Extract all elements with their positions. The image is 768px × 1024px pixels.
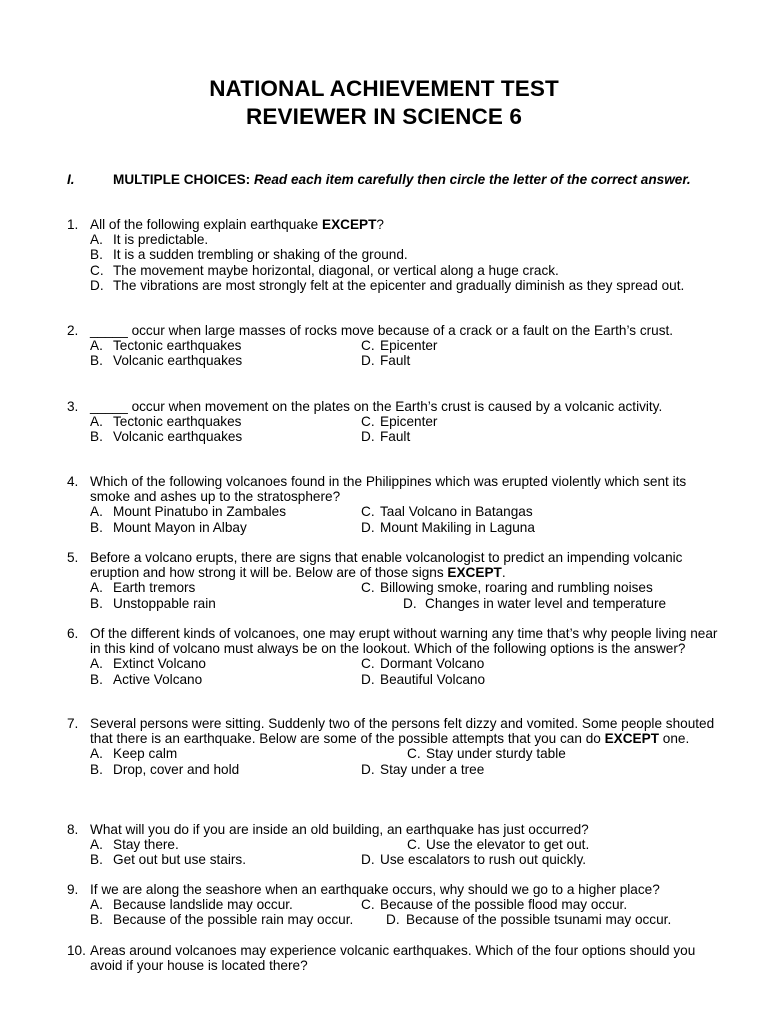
question-number: 3. (67, 399, 79, 414)
option-text: Tectonic earthquakes (113, 338, 242, 354)
option-text: Beautiful Volcano (380, 671, 486, 687)
option-text: Mount Pinatubo in Zambales (113, 504, 287, 520)
document-title: NATIONAL ACHIEVEMENT TEST (209, 76, 559, 101)
question-text: _____ occur when large masses of rocks move because of a crack or a fault on the Earth’s crust. (90, 323, 674, 338)
question-text-part: Several persons were sitting. Suddenly two of the persons felt dizzy and vomited. Some people shouted that there is an earthquake. Below are some of the possible attempts that you can do (90, 716, 715, 747)
question-8 (67, 822, 723, 868)
option-text: Because of the possible rain may occur. (113, 912, 354, 928)
question-text-part: Before a volcano erupts, there are signs that enable volcanologist to predict an impending volcanic eruption and how strong it will be. Below are of those signs (90, 550, 683, 581)
option-text: Because landslide may occur. (113, 897, 293, 913)
option-text: It is a sudden trembling or shaking of the ground. (113, 247, 408, 263)
section-header (67, 172, 723, 187)
option-text: Because of the possible tsunami may occur. (406, 912, 672, 928)
option-text: Mount Makiling in Laguna (380, 519, 535, 535)
section-number: I. (67, 172, 75, 187)
option-letter: D. (361, 761, 375, 777)
option-text: Extinct Volcano (113, 656, 206, 672)
section-instruction (113, 172, 723, 187)
option-letter: D. (361, 429, 375, 445)
option-text: Stay there. (113, 837, 179, 853)
option-letter: D. (386, 912, 400, 928)
question-10 (67, 943, 723, 973)
option-letter: B. (90, 519, 103, 535)
option-text: Unstoppable rain (113, 595, 216, 611)
option-text: Changes in water level and temperature (425, 595, 667, 611)
question-number: 4. (67, 474, 79, 489)
question-9 (67, 882, 723, 928)
question-text-part: one. (659, 731, 690, 747)
question-6 (67, 626, 723, 687)
question-4 (67, 474, 723, 535)
option-text: Use escalators to rush out quickly. (380, 852, 587, 868)
option-letter: A. (90, 232, 103, 248)
option-letter: B. (90, 247, 103, 263)
option-text: The vibrations are most strongly felt at the epicenter and gradually diminish as they spread out. (113, 277, 685, 293)
question-3 (67, 399, 723, 445)
question-number: 1. (67, 217, 79, 232)
option-text: It is predictable. (113, 232, 209, 248)
option-text: Volcanic earthquakes (113, 429, 243, 445)
option-letter: A. (90, 580, 103, 596)
option-letter: D. (403, 595, 417, 611)
option-text: Active Volcano (113, 671, 203, 687)
question-number: 8. (67, 822, 79, 837)
option-text: The movement maybe horizontal, diagonal, or vertical along a huge crack. (113, 262, 559, 278)
question-text: If we are along the seashore when an earthquake occurs, why should we go to a higher place? (90, 882, 660, 897)
question-number: 7. (67, 716, 79, 731)
question-emphasis: EXCEPT (604, 731, 659, 747)
option-letter: A. (90, 837, 103, 853)
option-text: Keep calm (113, 746, 178, 762)
option-letter: C. (361, 656, 375, 672)
option-d[interactable] (90, 278, 723, 293)
option-a[interactable] (90, 232, 723, 247)
option-text: Stay under sturdy table (426, 746, 566, 762)
question-2 (67, 323, 723, 369)
option-letter: B. (90, 761, 103, 777)
document-subtitle: REVIEWER IN SCIENCE 6 (246, 104, 522, 129)
option-letter: A. (90, 338, 103, 354)
question-text: Of the different kinds of volcanoes, one may erupt without warning any time that’s why people living near in this kind of volcano must always be on the lookout. Which of the following options is the answer? (90, 626, 718, 657)
option-letter: C. (90, 262, 104, 278)
question-text (90, 716, 723, 746)
option-text: Drop, cover and hold (113, 761, 240, 777)
question-number: 2. (67, 323, 79, 338)
question-number: 5. (67, 550, 79, 565)
option-text: Because of the possible flood may occur. (380, 897, 628, 913)
option-letter: C. (361, 504, 375, 520)
section-instruction-text: Read each item carefully then circle the letter of the correct answer. (253, 172, 691, 187)
option-text: Volcanic earthquakes (113, 353, 243, 369)
option-letter: A. (90, 504, 103, 520)
question-text: Areas around volcanoes may experience volcanic earthquakes. Which of the four options should you avoid if your house is located there? (90, 943, 696, 974)
option-letter: C. (361, 897, 375, 913)
option-text: Earth tremors (113, 580, 196, 596)
option-letter: D. (361, 852, 375, 868)
option-letter: D. (361, 519, 375, 535)
option-text: Epicenter (380, 414, 438, 430)
option-letter: C. (407, 746, 421, 762)
option-text: Use the elevator to get out. (426, 837, 590, 853)
option-letter: B. (90, 353, 103, 369)
option-text: Epicenter (380, 338, 438, 354)
option-letter: C. (407, 837, 421, 853)
option-letter: A. (90, 414, 103, 430)
option-text: Stay under a tree (380, 761, 485, 777)
option-letter: B. (90, 671, 103, 687)
option-letter: A. (90, 746, 103, 762)
question-7 (67, 716, 723, 777)
option-text: Fault (380, 353, 411, 369)
question-number: 10. (67, 943, 86, 958)
option-text: Fault (380, 429, 411, 445)
option-text: Mount Mayon in Albay (113, 519, 247, 535)
question-number: 6. (67, 626, 79, 641)
option-letter: A. (90, 656, 103, 672)
option-text: Billowing smoke, roaring and rumbling noises (380, 580, 653, 596)
question-1 (67, 217, 723, 293)
option-text: Dormant Volcano (380, 656, 485, 672)
question-text-part: All of the following explain earthquake (90, 217, 322, 232)
question-text: _____ occur when movement on the plates on the Earth’s crust is caused by a volcanic activity. (90, 399, 663, 414)
section-label: MULTIPLE CHOICES: (113, 172, 251, 187)
question-text: Which of the following volcanoes found in the Philippines which was erupted violently which sent its smoke and ashes up to the stratosphere? (90, 474, 687, 505)
option-letter: D. (361, 353, 375, 369)
option-letter: D. (361, 671, 375, 687)
option-letter: B. (90, 852, 103, 868)
option-letter: A. (90, 897, 103, 913)
option-letter: B. (90, 595, 103, 611)
option-c[interactable] (90, 263, 723, 278)
option-b[interactable] (90, 247, 723, 262)
option-letter: C. (361, 338, 375, 354)
question-text (90, 217, 723, 232)
question-emphasis: EXCEPT (322, 217, 377, 232)
option-letter: B. (90, 912, 103, 928)
question-text: What will you do if you are inside an old building, an earthquake has just occurred? (90, 822, 589, 837)
option-letter: C. (361, 580, 375, 596)
question-text-part: ? (376, 217, 384, 232)
option-text: Tectonic earthquakes (113, 414, 242, 430)
question-text-part: . (501, 565, 506, 581)
question-number: 9. (67, 882, 79, 897)
option-letter: B. (90, 429, 103, 445)
question-text (90, 550, 723, 580)
question-5 (67, 550, 723, 611)
option-text: Get out but use stairs. (113, 852, 246, 868)
option-letter: D. (90, 277, 104, 293)
option-text: Taal Volcano in Batangas (380, 504, 533, 520)
question-emphasis: EXCEPT (447, 565, 502, 581)
option-letter: C. (361, 414, 375, 430)
